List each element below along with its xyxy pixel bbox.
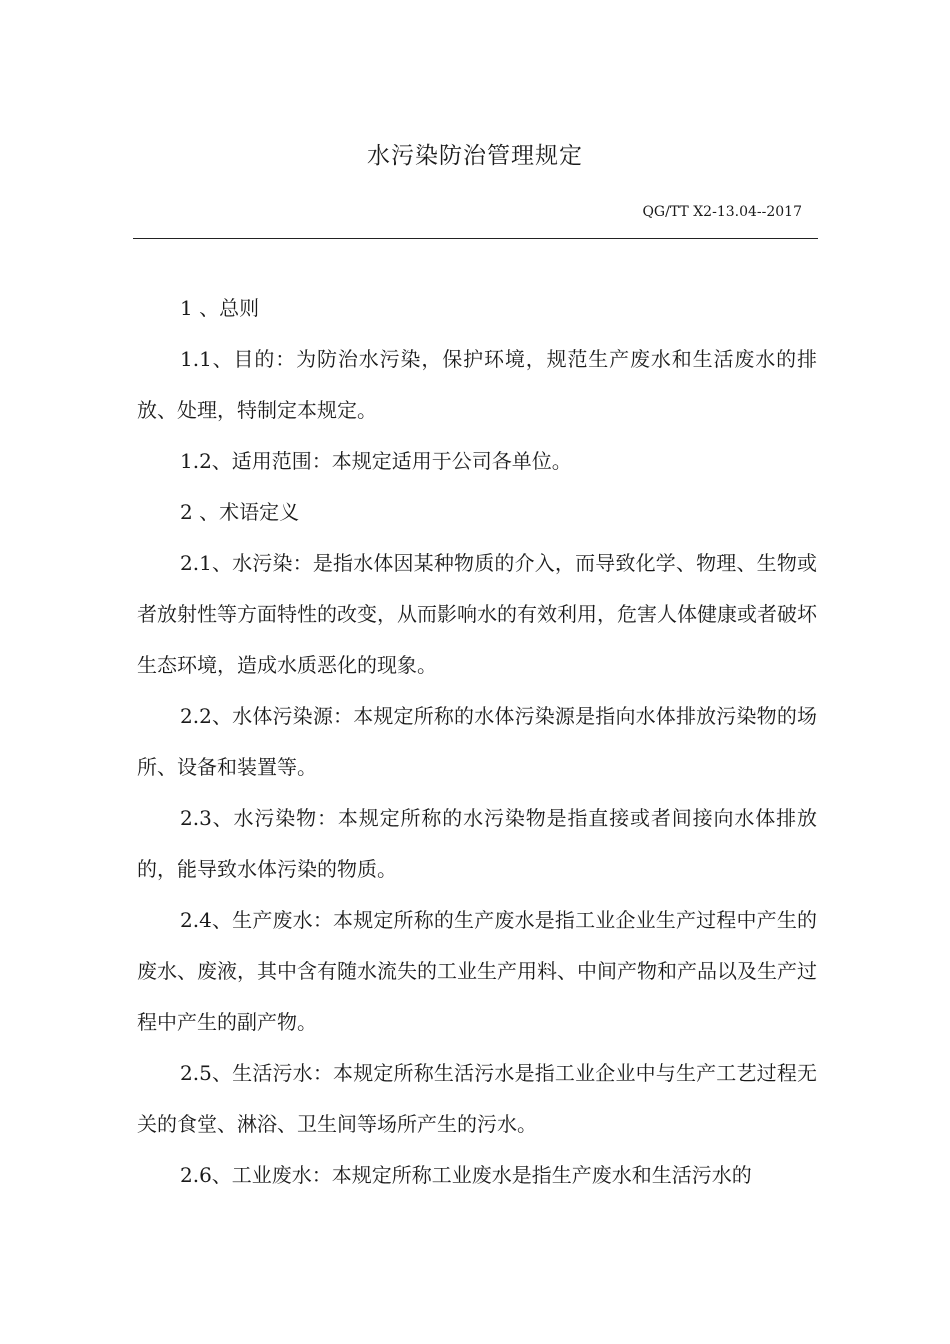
header-divider [133,238,818,239]
section-heading-general: 1 、总则 [180,296,260,320]
paragraph-pollution-source: 2.2、水体污染源：本规定所称的水体污染源是指向水体排放污染物的场所、设备和装置等。 [137,704,817,779]
document-title: 水污染防治管理规定 [367,143,583,169]
paragraph-scope: 1.2、适用范围：本规定适用于公司各单位。 [180,449,572,473]
document-body [137,283,817,1201]
paragraph-water-pollution: 2.1、水污染：是指水体因某种物质的介入，而导致化学、物理、生物或者放射性等方面特性的改变，从而影响水的有效利用，危害人体健康或者破坏生态环境，造成水质恶化的现象。 [137,551,817,677]
paragraph-domestic-sewage: 2.5、生活污水：本规定所称生活污水是指工业企业中与生产工艺过程无关的食堂、淋浴、卫生间等场所产生的污水。 [137,1061,817,1136]
paragraph-industrial-wastewater: 2.6、工业废水：本规定所称工业废水是指生产废水和生活污水的 [180,1163,752,1187]
document-code: QG/TT X2-13.04--2017 [642,204,802,220]
paragraph-production-wastewater: 2.4、生产废水：本规定所称的生产废水是指工业企业生产过程中产生的废水、废液，其中含有随水流失的工业生产用料、中间产物和产品以及生产过程中产生的副产物。 [137,908,817,1034]
section-heading-terms: 2 、术语定义 [180,500,300,524]
paragraph-purpose: 1.1、目的：为防治水污染，保护环境，规范生产废水和生活废水的排放、处理，特制定本规定。 [137,347,817,422]
paragraph-pollutants: 2.3、水污染物：本规定所称的水污染物是指直接或者间接向水体排放的，能导致水体污染的物质。 [137,806,817,881]
